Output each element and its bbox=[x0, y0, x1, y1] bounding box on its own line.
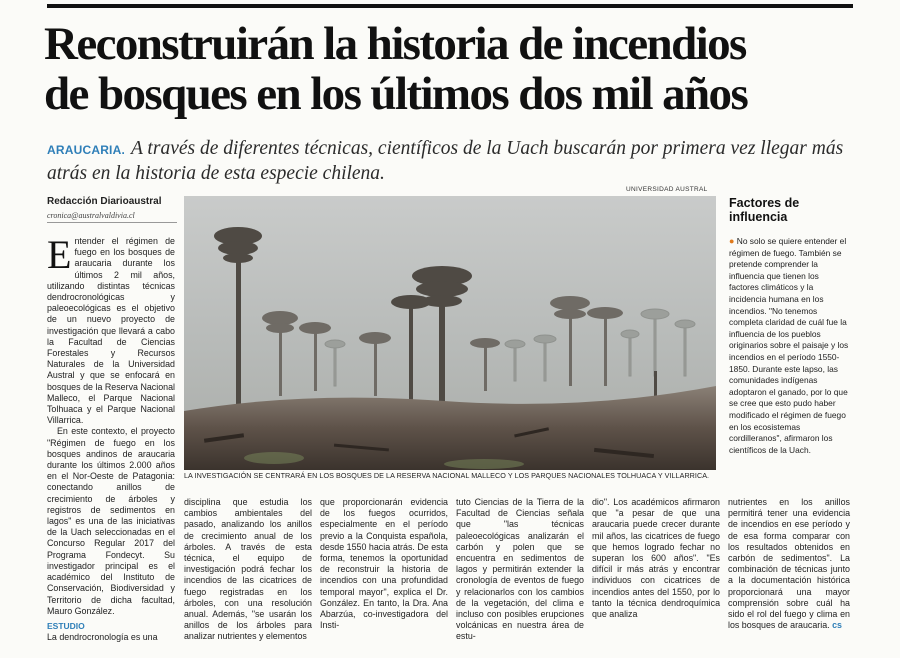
byline-divider bbox=[47, 222, 177, 223]
deck bbox=[47, 137, 867, 185]
drop-cap: E bbox=[47, 232, 72, 277]
section-subhead: ESTUDIO bbox=[47, 620, 85, 631]
article-paragraph: que proporcionarán evidencia de los fuegos ocurridos, especialmente en el período previo a la Conquista española, desde 1550 hacia atrás. De esta forma, tenemos la oportunidad de reconstruir la historia de incendios con una profundidad temporal mayor", explica el Dr. González. En tanto, la Dra. Ana Abarzúa, co-investigadora del Insti- bbox=[320, 497, 448, 631]
article-column-3 bbox=[320, 497, 448, 631]
headline bbox=[44, 19, 864, 119]
article-lede bbox=[47, 232, 175, 426]
lede-text: ntender el régimen de fuego en los bosques de araucaria durante los últimos 2 mil años, utilizando distintas técnicas dendrocronológicas y paleoecológicas es el objetivo de un nuevo proyecto de investigación que llevará a cabo la Facultad de Ciencias Forestales y Recursos Naturales de la Universidad Austral y que se enfocará en bosques de la Reserva Nacional Malleco, el Parque Nacional Tolhuaca y el Parque Nacional Villarrica. bbox=[47, 236, 175, 426]
article-paragraph: disciplina que estudia los cambios ambientales del pasado, analizando los anillos de crecimiento anual de los árboles. A través de esta técnica, el equipo de investigación podrá fechar los incendios de las cicatrices de fuego registradas en los árboles, con una resolución anual. Además, "se usarán los anillos de los árboles para analizar nutrientes y elementos bbox=[184, 497, 312, 642]
sidebar-body bbox=[729, 236, 849, 456]
photo-credit: UNIVERSIDAD AUSTRAL bbox=[626, 186, 708, 193]
deck-text: A través de diferentes técnicas, científicos de la Uach buscarán por primera vez llegar más atrás en la historia de esta especie chilena. bbox=[47, 138, 844, 184]
article-column-2 bbox=[184, 497, 312, 643]
article-column-6 bbox=[728, 497, 850, 631]
article-column-4 bbox=[456, 497, 584, 643]
article-paragraph bbox=[728, 497, 850, 631]
byline-email: cronica@australvaldivia.cl bbox=[47, 211, 135, 220]
article-paragraph: La dendrocronología es una bbox=[47, 632, 158, 643]
deck-kicker: ARAUCARIA. bbox=[47, 143, 125, 157]
column-6-text: nutrientes en los anillos permitirá tener una evidencia de incendios en ese período y de esa forma comparar con los resultados obtenidos en carbón de sedimentos". La combinación de técnicas junto a la documentación histórica proporcionará una mayor comprensión sobre cuál ha sido el rol del fuego y clima en los bosques de araucaria. bbox=[728, 497, 850, 631]
article-paragraph: tuto Ciencias de la Tierra de la Facultad de Ciencias señala que "las técnicas paleoecológicas analizarán el carbón y polen que se encuentra en sedimentos de lagos y permitirán extender la cronología de eventos de fuego y relacionarlos con los cambios de la vegetación, del clima e incluso con posibles erupciones volcánicas en nuestra área de estu- bbox=[456, 497, 584, 642]
article-paragraph: dio". Los académicos afirmaron que "a pesar de que una araucaria puede crecer durante mil años, las cicatrices de fuego que hemos logrado fechar no superan los 600 años". "Es difícil ir más atrás y encontrar individuos con cicatrices de incendios antes del 1550, por lo tanto la técnica dendroquímica que analiza bbox=[592, 497, 720, 620]
article-column-5 bbox=[592, 497, 720, 620]
byline-author: Redacción Diarioaustral bbox=[47, 196, 162, 207]
article-column-1 bbox=[47, 232, 175, 643]
article-paragraph: En este contexto, el proyecto "Régimen de fuego en los bosques andinos de araucaria durante los últimos 2.000 años en el Nor-Oeste de Patagonia: conectando anillos de crecimiento de árboles y registros de sedimentos en lagos" es una de las iniciativas de la Uach seleccionadas en el Concurso Regular 2017 del Programa Fondecyt. Su investigador principal es el académico del Instituto de Conservación, Biodiversidad y Territorio de dicha facultad, Mauro González. bbox=[47, 426, 175, 616]
top-rule bbox=[47, 4, 853, 8]
headline-line-1: Reconstruirán la historia de incendios bbox=[44, 18, 746, 70]
sidebar-text: No solo se quiere entender el régimen de fuego. También se pretende comprender la influencia que tienen los factores climáticos y la incidencia humana en los incendios. "No tenemos completa claridad de cuál fue la influencia de los pueblos originarios sobre el paisaje y los incendios en el período 1550-1850. Durante este lapso, las comunidades indígenas adoptaron el ganado, por lo que se cree que esto pudo haber modificado el régimen de fuego en los ecosistemas cordilleranos", afirmaron los científicos de la Uach. bbox=[729, 236, 849, 455]
headline-line-2: de bosques en los últimos dos mil años bbox=[44, 68, 748, 120]
burned-forest-illustration bbox=[184, 196, 716, 470]
end-mark: cs bbox=[832, 620, 842, 631]
bullet-icon: ● bbox=[729, 236, 735, 246]
araucaria-forest-photo bbox=[184, 196, 716, 470]
photo-caption: LA INVESTIGACIÓN SE CENTRARÁ EN LOS BOSQUES DE LA RESERVA NACIONAL MALLECO Y LOS PARQUES NACIONALES TOLHUACA Y VILLARRICA. bbox=[184, 471, 710, 480]
sidebar-title: Factores de influencia bbox=[729, 196, 800, 224]
